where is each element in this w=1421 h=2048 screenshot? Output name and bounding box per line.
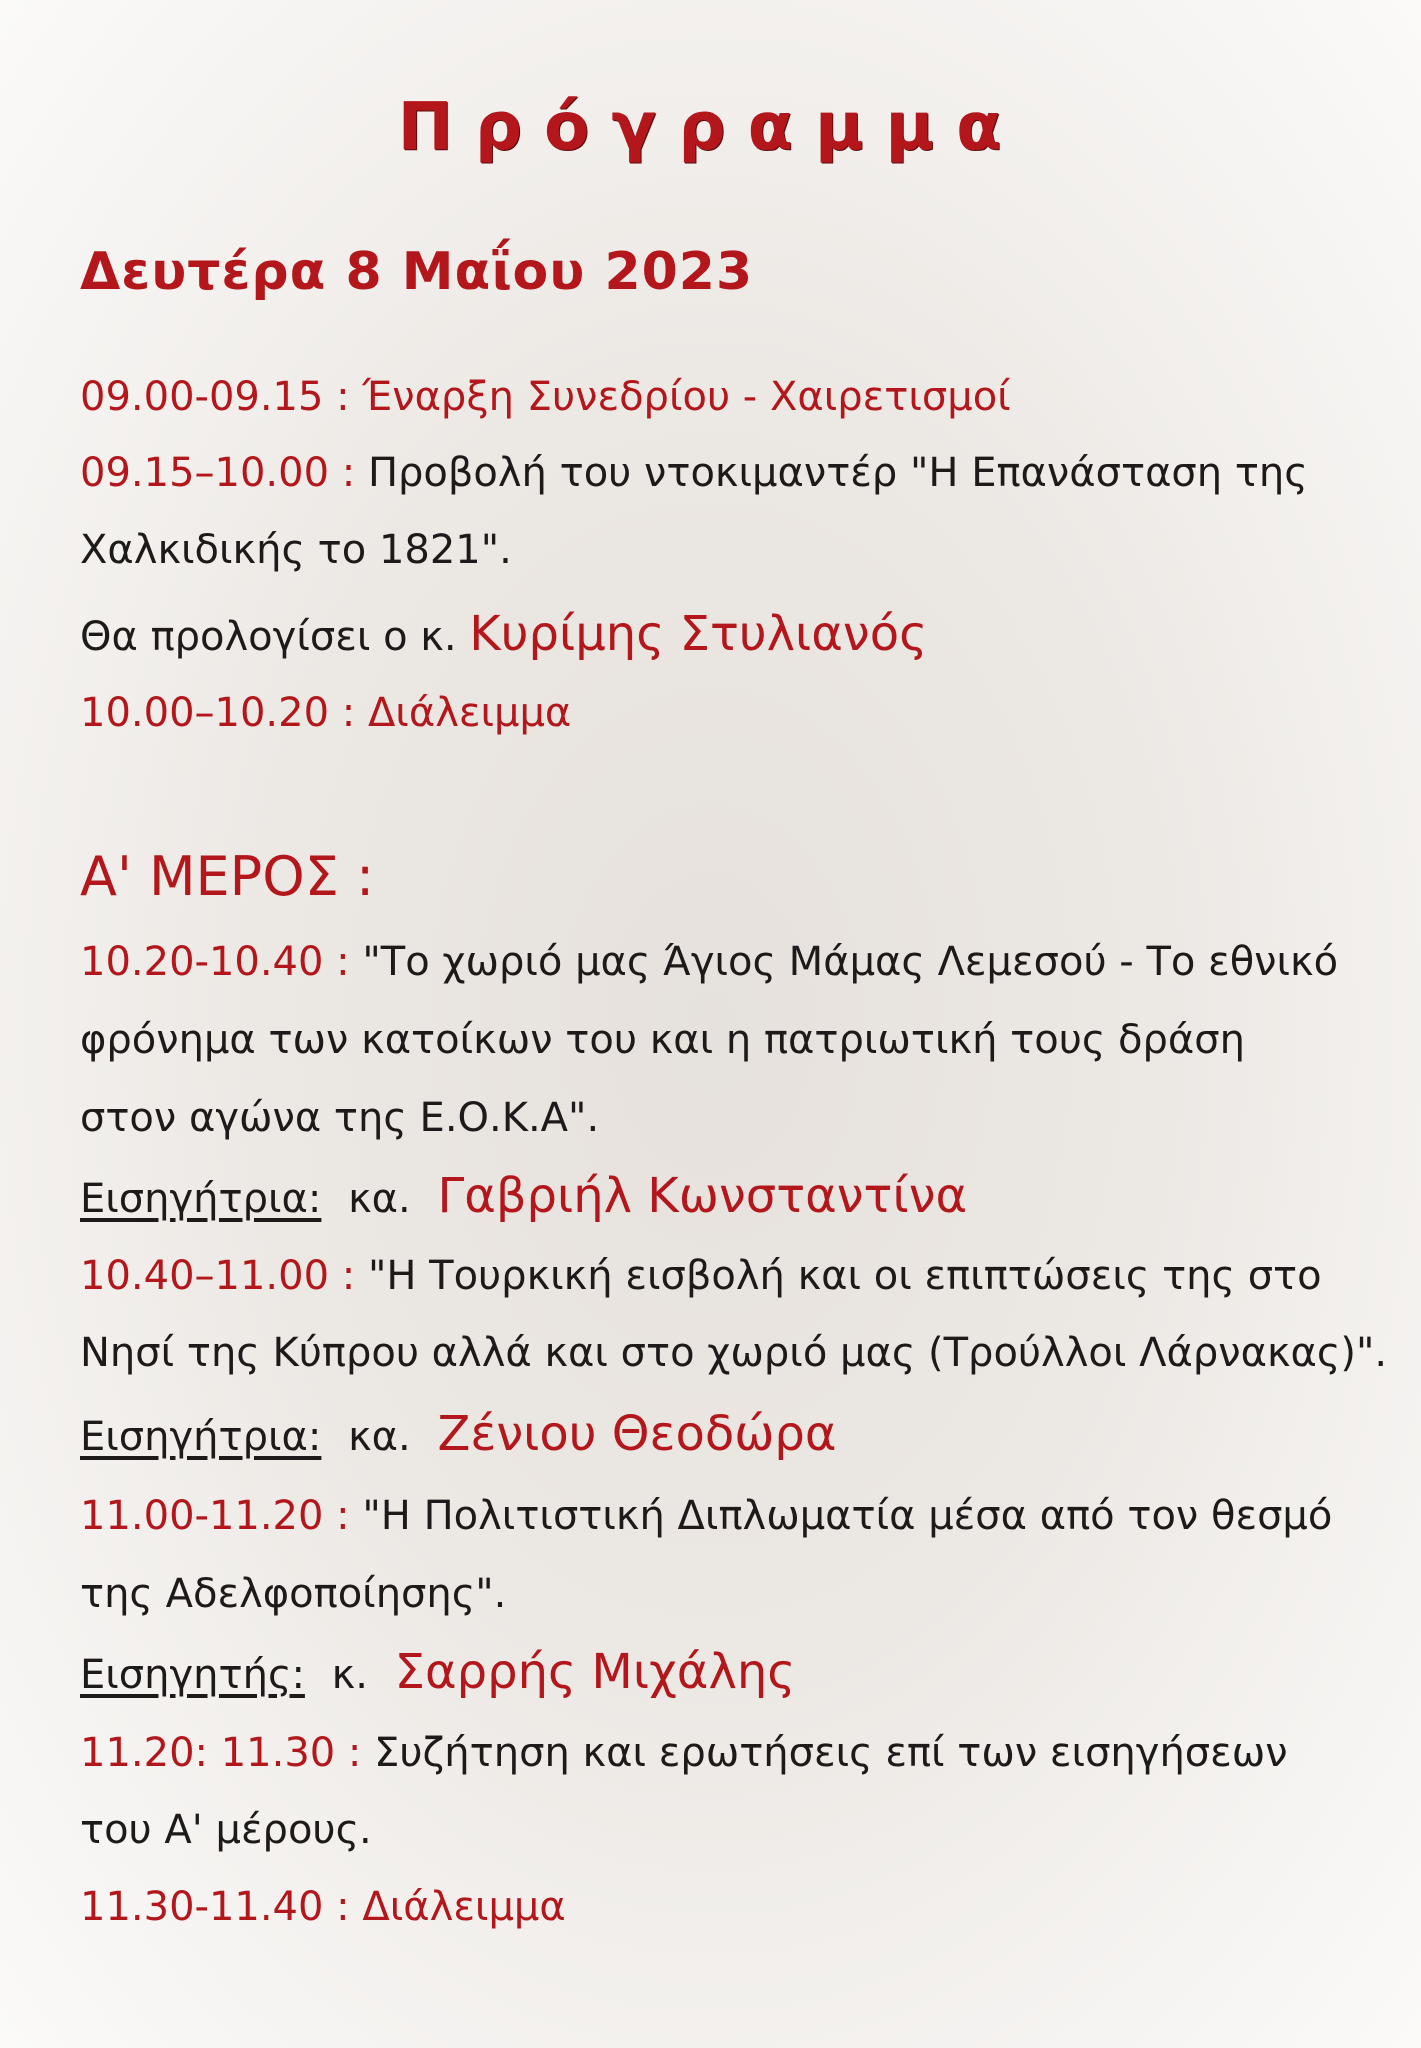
speaker-title: κα.	[348, 1176, 411, 1222]
item-time: 10.40–11.00 :	[80, 1253, 356, 1299]
item-time: 11.20: 11.30 :	[80, 1730, 362, 1776]
prologue-text: Θα προλογίσει ο κ.	[80, 614, 457, 660]
speaker-name: Κυρίμης Στυλιανός	[469, 606, 928, 662]
speaker-line-1	[80, 1168, 968, 1224]
speaker-line-3	[80, 1644, 796, 1700]
schedule-item-talk-3	[80, 1493, 1333, 1539]
item-text: στον αγώνα της Ε.Ο.Κ.Α".	[80, 1095, 600, 1141]
schedule-item-talk-1-cont2	[80, 1095, 600, 1141]
item-text: Νησί της Κύπρου αλλά και στο χωριό μας (Τρούλλοι Λάρνακας)".	[80, 1330, 1388, 1376]
schedule-item-documentary-cont	[80, 527, 512, 573]
schedule-item-opening	[80, 374, 1011, 420]
schedule-item-discussion	[80, 1730, 1288, 1776]
speaker-name: Σαρρής Μιχάλης	[394, 1644, 796, 1700]
item-time: 09.15–10.00 :	[80, 450, 356, 496]
item-text: Συζήτηση και ερωτήσεις επί των εισηγήσεων	[374, 1730, 1288, 1776]
speaker-role: Εισηγητής:	[80, 1652, 305, 1698]
item-text: Διάλειμμα	[362, 1884, 566, 1930]
schedule-item-talk-1-cont	[80, 1017, 1245, 1063]
schedule-item-break-2	[80, 1884, 566, 1930]
item-time: 10.00–10.20 :	[80, 690, 356, 736]
item-text: Έναρξη Συνεδρίου - Χαιρετισμοί	[362, 374, 1011, 420]
speaker-name: Γαβριήλ Κωνσταντίνα	[437, 1168, 968, 1224]
event-date: Δευτέρα 8 Μαΐου 2023	[80, 242, 754, 302]
speaker-line-2	[80, 1406, 837, 1462]
schedule-item-documentary	[80, 450, 1308, 496]
section-heading-part-a: Α' ΜΕΡΟΣ :	[80, 845, 375, 908]
item-text: Προβολή του ντοκιμαντέρ "Η Επανάσταση της	[367, 450, 1308, 496]
schedule-item-talk-2	[80, 1253, 1322, 1299]
speaker-name: Ζένιου Θεοδώρα	[437, 1406, 837, 1462]
speaker-title: κα.	[348, 1414, 411, 1460]
speaker-title: κ.	[331, 1652, 368, 1698]
item-time: 10.20-10.40 :	[80, 939, 350, 985]
schedule-item-talk-3-cont	[80, 1571, 507, 1617]
item-text: φρόνημα των κατοίκων του και η πατριωτική τους δράση	[80, 1017, 1245, 1063]
speaker-role: Εισηγήτρια:	[80, 1176, 322, 1222]
item-text: Χαλκιδικής το 1821".	[80, 527, 512, 573]
item-text: Διάλειμμα	[367, 690, 572, 736]
item-text: του Α' μέρους.	[80, 1807, 372, 1853]
schedule-item-talk-2-cont	[80, 1330, 1388, 1376]
item-text: "Η Πολιτιστική Διπλωματία μέσα από τον θεσμό	[362, 1493, 1333, 1539]
schedule-item-discussion-cont	[80, 1807, 372, 1853]
page-title: Πρόγραμμα	[397, 88, 1024, 165]
item-text: "Το χωριό μας Άγιος Μάμας Λεμεσού - Το εθνικό	[362, 939, 1339, 985]
item-text: της Αδελφοποίησης".	[80, 1571, 507, 1617]
item-time: 09.00-09.15 :	[80, 374, 350, 420]
item-time: 11.30-11.40 :	[80, 1884, 350, 1930]
schedule-item-talk-1	[80, 939, 1339, 985]
schedule-item-break	[80, 690, 572, 736]
item-text: "Η Τουρκική εισβολή και οι επιπτώσεις της στο	[367, 1253, 1322, 1299]
prologue-line	[80, 606, 928, 662]
item-time: 11.00-11.20 :	[80, 1493, 350, 1539]
speaker-role: Εισηγήτρια:	[80, 1414, 322, 1460]
